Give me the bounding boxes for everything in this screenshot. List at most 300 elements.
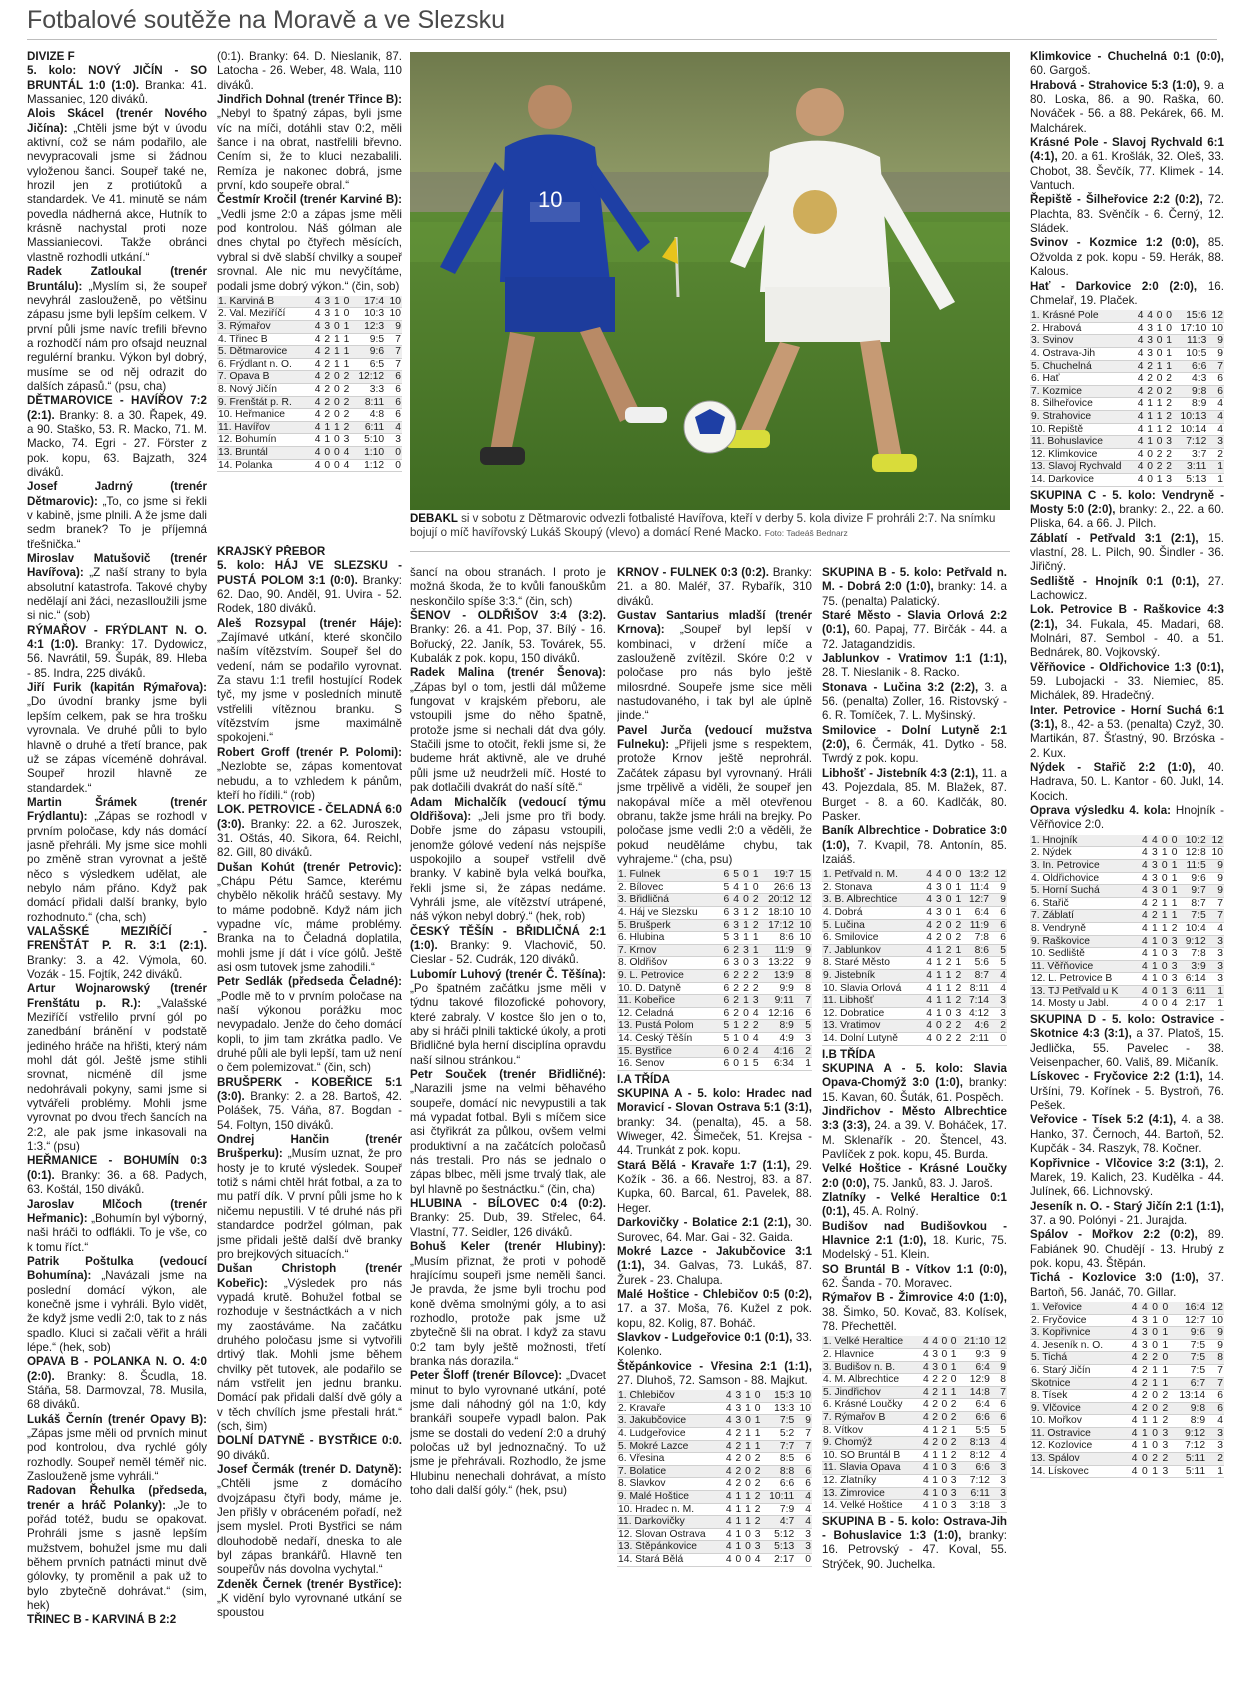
table-cell: 4 bbox=[923, 982, 933, 995]
table-row bbox=[1030, 897, 1224, 910]
paragraph-text: Branky: 21. a 80. Maléř, 37. Rybařík, 310 diváků. bbox=[617, 566, 812, 608]
table-cell: 8:11 bbox=[962, 982, 990, 995]
table-cell: 0 bbox=[1159, 973, 1169, 986]
table-cell: 0 bbox=[1149, 1427, 1159, 1440]
table-row bbox=[1030, 1314, 1224, 1327]
table-cell: 3 bbox=[1144, 335, 1154, 348]
table-cell: 4 bbox=[1128, 1352, 1138, 1365]
table-cell: 0 bbox=[933, 1020, 943, 1033]
table-cell: 3 bbox=[733, 1402, 743, 1415]
paragraph-text: „Zápas byl o tom, jestli dál můžeme fungovat v krajském přeboru, ale vstoupili jsme do něho špatně, protože jsme si nechali dát dva góly. Stačili jsme to otočit, řekli jsme si, že budeme hrát aktivně, ale ve druhé půli jsme už neudrželi míč. Hosté to pak dotlačili dvakrát do naší sítě.“ bbox=[410, 680, 606, 795]
table-cell: 4 bbox=[1139, 897, 1149, 910]
table-row bbox=[617, 1058, 812, 1071]
caption-credit: Foto: Tadeáš Bednarz bbox=[764, 528, 848, 538]
paragraph-heading: 5. kolo: NOVÝ JIČÍN - SO BRUNTÁL 1:0 (1:0). bbox=[27, 64, 207, 92]
standings-table bbox=[217, 296, 402, 472]
team-name: 3. Kopřivnice bbox=[1030, 1327, 1128, 1340]
paragraph-heading: Lok. Petrovice B - Raškovice 4:3 (2:1), bbox=[1030, 603, 1224, 631]
paragraph-text: 24. a 39. V. Boháček, 17. M. Sklenařík - 20. Štencel, 43. Pavlíček z pok. kopu, 45. Burda. bbox=[822, 1119, 1007, 1161]
table-cell: 4 bbox=[312, 333, 322, 346]
table-cell: 0 bbox=[939, 1437, 948, 1450]
team-name: 4. Ostrava-Jih bbox=[1030, 347, 1135, 360]
paragraph-text: 34. Fukala, 45. Madari, 68. Molnári, 87. Sembol - 40. a 51. Bednárek, 80. Vojkovský. bbox=[1030, 617, 1224, 660]
paragraph-heading: Miroslav Matušovič (trenér Havířova): bbox=[27, 552, 207, 580]
table-row bbox=[617, 995, 812, 1008]
table-cell: 6 bbox=[1207, 373, 1224, 386]
table-cell: 4 bbox=[341, 446, 351, 459]
table-row bbox=[617, 869, 812, 881]
article-paragraph bbox=[27, 681, 207, 796]
team-name: 3. B. Albrechtice bbox=[822, 894, 923, 907]
article-paragraph bbox=[1030, 804, 1224, 833]
table-cell: 2 bbox=[1149, 1453, 1159, 1466]
article-column-2-krajsky-prebor bbox=[217, 545, 402, 1700]
table-cell: 4 bbox=[1139, 998, 1149, 1011]
table-cell: 7 bbox=[795, 1428, 812, 1441]
table-row bbox=[822, 1437, 1007, 1450]
table-cell: 6 bbox=[991, 1411, 1007, 1424]
table-row bbox=[617, 1478, 812, 1491]
table-cell: 2 bbox=[933, 932, 943, 945]
team-name: 9. Chomýž bbox=[822, 1437, 920, 1450]
table-cell: 1 bbox=[948, 1349, 957, 1362]
table-cell: 1 bbox=[742, 1390, 752, 1402]
table-cell: 2 bbox=[750, 982, 760, 995]
article-paragraph bbox=[217, 93, 402, 193]
table-cell: 1 bbox=[930, 1424, 939, 1437]
table-cell: 9 bbox=[1207, 335, 1224, 348]
team-name: 13. Štěpánkovice bbox=[617, 1541, 723, 1554]
table-cell: 4 bbox=[1207, 398, 1224, 411]
paragraph-text: 37. Bartoň, 56. Janáč, 70. Gillar. bbox=[1030, 1271, 1224, 1299]
paragraph-text: Branky: 8. Šcudla, 18. Stáňa, 58. Darmovzal, 78. Musila, 68 diváků. bbox=[27, 1369, 207, 1412]
table-cell: 4 bbox=[920, 1487, 929, 1500]
team-name: 11. Věřňovice bbox=[1030, 960, 1139, 973]
table-cell: 0 bbox=[1144, 461, 1154, 474]
table-cell: 10:5 bbox=[1173, 347, 1207, 360]
table-cell: 3 bbox=[991, 1462, 1007, 1475]
table-cell: 0 bbox=[750, 881, 760, 894]
table-cell: 2 bbox=[730, 1007, 740, 1020]
table-cell: 4 bbox=[1139, 847, 1149, 860]
table-cell: 2 bbox=[1164, 398, 1174, 411]
article-paragraph bbox=[410, 609, 606, 666]
paragraph-heading: Robert Groff (trenér P. Polomi): bbox=[217, 745, 402, 759]
table-cell: 4 bbox=[1135, 448, 1145, 461]
table-cell: 3 bbox=[1207, 960, 1224, 973]
paragraph-heading: Lubomír Luhový (trenér Č. Těšína): bbox=[410, 967, 606, 981]
team-name: 3. Břidličná bbox=[617, 894, 720, 907]
table-row bbox=[1030, 872, 1224, 885]
paragraph-text: 62. Šanda - 70. Moravec. bbox=[822, 1277, 953, 1291]
table-cell: 1 bbox=[331, 333, 341, 346]
table-cell: 2 bbox=[795, 1045, 812, 1058]
table-cell: 3 bbox=[930, 1349, 939, 1362]
table-cell: 4 bbox=[1135, 436, 1145, 449]
table-row bbox=[617, 1045, 812, 1058]
table-cell: 12:12 bbox=[350, 371, 385, 384]
table-cell: 5:11 bbox=[1169, 1465, 1206, 1478]
table-cell: 4 bbox=[1135, 310, 1145, 322]
team-name: 13. Bruntál bbox=[217, 446, 312, 459]
team-name: 11. Havířov bbox=[217, 421, 312, 434]
table-cell: 1 bbox=[948, 1386, 957, 1399]
table-cell: 1 bbox=[1154, 473, 1164, 486]
table-cell: 4 bbox=[723, 1415, 733, 1428]
table-row bbox=[617, 881, 812, 894]
team-name: 9. Jistebník bbox=[822, 969, 923, 982]
table-cell: 2 bbox=[1169, 922, 1179, 935]
table-cell: 3 bbox=[933, 881, 943, 894]
team-name: 10. Sedliště bbox=[1030, 948, 1139, 961]
article-paragraph bbox=[217, 1076, 402, 1133]
article-paragraph bbox=[217, 193, 402, 293]
table-cell: 6 bbox=[991, 1399, 1007, 1412]
table-cell: 6 bbox=[795, 1007, 812, 1020]
table-cell: 4 bbox=[923, 969, 933, 982]
table-cell: 2 bbox=[733, 1465, 743, 1478]
article-paragraph bbox=[27, 107, 207, 265]
paragraph-heading: KRAJSKÝ PŘEBOR bbox=[217, 545, 326, 558]
article-paragraph bbox=[27, 1613, 207, 1627]
table-cell: 2 bbox=[1139, 1402, 1149, 1415]
paragraph-text: „Chtěli jsme z domácího dvojzápasu čtyři body, máme je. Jen přišly v obráceném pořadí, než jsem myslel. Proti Bystřici se nám dlouhodobě nedaří, dneska to ale byl zápas brankářů. Hlavně ten soupeřův nás dovolna vychytal.“ bbox=[217, 1477, 402, 1577]
article-column-6 bbox=[1030, 50, 1224, 1700]
team-name: 4. M. Albrechtice bbox=[822, 1374, 920, 1387]
table-row bbox=[617, 1541, 812, 1554]
table-row bbox=[822, 1500, 1007, 1513]
table-cell: 9 bbox=[795, 957, 812, 970]
paragraph-heading: 5. kolo: HÁJ VE SLEZSKU - PUSTÁ POLOM 3:1 (0:0). bbox=[217, 559, 402, 587]
table-cell: 4:8 bbox=[350, 409, 385, 422]
table-cell: 6 bbox=[720, 982, 730, 995]
table-cell: 1 bbox=[331, 308, 341, 321]
team-name: 8. Vendryně bbox=[1030, 922, 1139, 935]
article-paragraph bbox=[822, 1263, 1007, 1292]
team-name: 6. Vřesina bbox=[617, 1453, 723, 1466]
team-name: 8. Staré Město bbox=[822, 957, 923, 970]
article-paragraph bbox=[617, 1073, 812, 1087]
table-cell: 4 bbox=[933, 869, 943, 881]
team-name: 14. Dolní Lutyně bbox=[822, 1032, 923, 1045]
table-cell: 8:6 bbox=[760, 932, 795, 945]
table-cell: 3 bbox=[750, 957, 760, 970]
article-paragraph bbox=[27, 265, 207, 394]
table-cell: 7 bbox=[385, 346, 402, 359]
table-cell: 15:6 bbox=[1173, 310, 1207, 322]
article-paragraph bbox=[27, 1413, 207, 1485]
team-name: 1. Krásné Pole bbox=[1030, 310, 1135, 322]
table-cell: 9 bbox=[1206, 1339, 1224, 1352]
article-paragraph bbox=[27, 982, 207, 1154]
table-cell: 7:12 bbox=[958, 1474, 991, 1487]
table-row bbox=[1030, 885, 1224, 898]
table-cell: 1 bbox=[752, 1428, 762, 1441]
table-cell: 4 bbox=[1128, 1415, 1138, 1428]
table-row bbox=[1030, 835, 1224, 847]
article-paragraph bbox=[410, 566, 606, 609]
team-name: 6. Starý Jičín bbox=[1030, 1364, 1128, 1377]
table-cell: 2 bbox=[1164, 410, 1174, 423]
table-cell: 4 bbox=[1135, 398, 1145, 411]
table-row bbox=[617, 1020, 812, 1033]
table-row bbox=[1030, 398, 1224, 411]
table-cell: 7 bbox=[1206, 1364, 1224, 1377]
table-cell: 4 bbox=[312, 371, 322, 384]
table-cell: 1 bbox=[933, 957, 943, 970]
table-cell: 7 bbox=[1207, 897, 1224, 910]
table-cell: 4 bbox=[312, 409, 322, 422]
table-cell: 6 bbox=[720, 894, 730, 907]
table-cell: 0 bbox=[939, 1500, 948, 1513]
table-cell: 3 bbox=[948, 1500, 957, 1513]
article-paragraph bbox=[1030, 1113, 1224, 1156]
paragraph-heading: SKUPINA C - 5. kolo: Vendryně - Mosty 5:0 (2:0), bbox=[1030, 488, 1224, 516]
paragraph-text: 90 diváků. bbox=[217, 1448, 270, 1462]
table-row bbox=[1030, 922, 1224, 935]
article-paragraph bbox=[1030, 236, 1224, 279]
table-row bbox=[1030, 973, 1224, 986]
table-cell: 0 bbox=[341, 308, 351, 321]
table-cell: 4 bbox=[1135, 347, 1145, 360]
table-cell: 4 bbox=[1128, 1453, 1138, 1466]
table-cell: 4 bbox=[1135, 360, 1145, 373]
article-paragraph bbox=[822, 1048, 1007, 1062]
table-cell: 1 bbox=[1169, 872, 1179, 885]
paragraph-text: 9. a 80. Loska, 86. a 90. Raška, 60. Nováček - 56. a 88. Pekárek, 66. M. Malchárek. bbox=[1030, 78, 1224, 135]
table-cell: 13:9 bbox=[760, 969, 795, 982]
table-cell: 2 bbox=[1159, 1390, 1169, 1403]
table-cell: 1:10 bbox=[350, 446, 385, 459]
table-cell: 4 bbox=[990, 982, 1007, 995]
table-cell: 0 bbox=[1149, 1339, 1159, 1352]
table-row bbox=[822, 1399, 1007, 1412]
table-cell: 2 bbox=[1139, 1364, 1149, 1377]
paragraph-text: „Chápu Pétu Samce, kterému chybělo několik hráčů sestavy. My to máme podobně. Když nám jich vypadne víc, máme problémy. Branka na to Čeladná doplatila, mohli jsme jí dát i více gólů. Ještě asi osm tutovek jsme zahodili.“ bbox=[217, 874, 402, 974]
article-paragraph bbox=[822, 1162, 1007, 1191]
table-cell: 4 bbox=[723, 1528, 733, 1541]
article-paragraph bbox=[1030, 532, 1224, 575]
table-row bbox=[617, 1032, 812, 1045]
table-cell: 4 bbox=[730, 881, 740, 894]
table-cell: 6:6 bbox=[958, 1462, 991, 1475]
paragraph-heading: Josef Čermák (trenér D. Datyně): bbox=[217, 1463, 402, 1476]
table-cell: 4:16 bbox=[760, 1045, 795, 1058]
article-paragraph bbox=[822, 1220, 1007, 1263]
standings-table bbox=[1030, 1302, 1224, 1478]
table-cell: 6 bbox=[795, 1453, 812, 1466]
team-name: 7. Rýmařov B bbox=[822, 1411, 920, 1424]
table-cell: 3 bbox=[730, 919, 740, 932]
table-cell: 6 bbox=[385, 384, 402, 397]
paragraph-heading: Josef Jadrný (trenér Dětmarovic): bbox=[27, 480, 207, 508]
table-cell: 7 bbox=[1207, 360, 1224, 373]
table-cell: 0 bbox=[943, 1007, 953, 1020]
table-row bbox=[617, 1415, 812, 1428]
table-cell: 9:11 bbox=[760, 995, 795, 1008]
table-cell: 3 bbox=[1206, 1427, 1224, 1440]
team-name: 6. Hať bbox=[1030, 373, 1135, 386]
table-cell: 7 bbox=[1206, 1377, 1224, 1390]
paragraph-heading: SKUPINA D - 5. kolo: Ostravice - Skotnice 4:3 (3:1), bbox=[1030, 1013, 1224, 1041]
team-name: 1. Hnojník bbox=[1030, 835, 1139, 847]
table-row bbox=[822, 1349, 1007, 1362]
table-cell: 1 bbox=[1159, 910, 1169, 923]
table-row bbox=[1030, 1364, 1224, 1377]
table-cell: 0 bbox=[953, 869, 963, 881]
table-cell: 7 bbox=[385, 358, 402, 371]
table-cell: 9:12 bbox=[1179, 935, 1207, 948]
table-cell: 8:13 bbox=[958, 1437, 991, 1450]
table-cell: 3 bbox=[321, 321, 331, 334]
team-name: 11. Slavia Opava bbox=[822, 1462, 920, 1475]
article-column-4 bbox=[617, 566, 812, 1700]
table-row bbox=[822, 869, 1007, 881]
table-cell: 0 bbox=[730, 1045, 740, 1058]
table-cell: 7:8 bbox=[1179, 948, 1207, 961]
team-name: 9. Raškovice bbox=[1030, 935, 1139, 948]
paragraph-heading: Gustav Santarius mladší (trenér Krnova): bbox=[617, 609, 812, 637]
article-paragraph bbox=[410, 796, 606, 925]
team-name: 7. Opava B bbox=[217, 371, 312, 384]
paragraph-text: 8., 42- a 53. (penalta) Czyž, 30. Martikán, 87. Šťastný, 90. Brzóska - 2. Kux. bbox=[1030, 718, 1224, 760]
table-row bbox=[822, 1386, 1007, 1399]
paragraph-heading: Hrabová - Strahovice 5:3 (1:0), bbox=[1030, 78, 1200, 92]
table-row bbox=[1030, 347, 1224, 360]
team-name: 1. Veřovice bbox=[1030, 1302, 1128, 1314]
paragraph-text: branky: 16. Petrovský - 47. Koval, 55. Strýček, 90. Juchelka. bbox=[822, 1529, 1007, 1571]
table-cell: 12:8 bbox=[1179, 847, 1207, 860]
table-cell: 3 bbox=[1169, 960, 1179, 973]
table-cell: 1 bbox=[341, 346, 351, 359]
table-row bbox=[1030, 1339, 1224, 1352]
paragraph-heading: Dušan Kohút (trenér Petrovic): bbox=[217, 860, 402, 874]
table-cell: 2 bbox=[953, 982, 963, 995]
table-cell: 6 bbox=[1206, 1390, 1224, 1403]
article-paragraph bbox=[617, 1360, 812, 1389]
table-cell: 4 bbox=[923, 1007, 933, 1020]
table-cell: 4 bbox=[1135, 335, 1145, 348]
table-cell: 0 bbox=[331, 371, 341, 384]
paragraph-heading: Lískovec - Fryčovice 2:2 (1:1), bbox=[1030, 1070, 1203, 1084]
table-cell: 3 bbox=[1207, 935, 1224, 948]
table-cell: 1 bbox=[1207, 461, 1224, 474]
article-paragraph bbox=[410, 1068, 606, 1197]
paragraph-heading: Štěpánkovice - Vřesina 2:1 (1:1), bbox=[617, 1359, 812, 1373]
table-cell: 1 bbox=[750, 869, 760, 881]
table-cell: 6:4 bbox=[958, 1361, 991, 1374]
paragraph-heading: SKUPINA B - 5. kolo: Petřvald n. M. - Dobrá 2:0 (1:0), bbox=[822, 566, 1007, 594]
table-cell: 12:3 bbox=[350, 321, 385, 334]
table-row bbox=[617, 969, 812, 982]
team-name: 5. Horní Suchá bbox=[1030, 885, 1139, 898]
table-cell: 2 bbox=[1159, 1402, 1169, 1415]
table-cell: 0 bbox=[1154, 373, 1164, 386]
table-cell: 0 bbox=[948, 1374, 957, 1387]
table-row bbox=[617, 932, 812, 945]
table-cell: 2:17 bbox=[1179, 998, 1207, 1011]
table-cell: 5 bbox=[990, 944, 1007, 957]
team-name: 5. Lučina bbox=[822, 919, 923, 932]
table-cell: 1 bbox=[943, 969, 953, 982]
table-cell: 3 bbox=[991, 1487, 1007, 1500]
table-cell: 0 bbox=[990, 1032, 1007, 1045]
table-cell: 1 bbox=[1159, 1377, 1169, 1390]
table-cell: 12 bbox=[1207, 835, 1224, 847]
table-cell: 9:9 bbox=[760, 982, 795, 995]
paragraph-heading: Věřňovice - Oldřichovice 1:3 (0:1), bbox=[1030, 660, 1224, 674]
table-cell: 3 bbox=[1139, 1339, 1149, 1352]
table-cell: 4 bbox=[923, 894, 933, 907]
paragraph-heading: Aleš Rozsypal (trenér Háje): bbox=[217, 616, 402, 630]
table-cell: 12 bbox=[1207, 310, 1224, 322]
table-cell: 6 bbox=[720, 1058, 730, 1071]
table-row bbox=[1030, 910, 1224, 923]
table-cell: 4 bbox=[1207, 410, 1224, 423]
team-name: 1. Velké Heraltice bbox=[822, 1336, 920, 1348]
table-cell: 2 bbox=[1164, 423, 1174, 436]
paragraph-text: Branky: 17. Dydowicz, 56. Navrátil, 59. Šupák, 89. Hleba - 85. Indra, 225 diváků. bbox=[27, 638, 207, 680]
article-paragraph bbox=[27, 796, 207, 925]
table-cell: 4 bbox=[920, 1411, 929, 1424]
team-name: 1. Chlebičov bbox=[617, 1390, 723, 1402]
paragraph-text: „Výsledek pro nás vypadá krutě. Bohužel fotbal se rozhoduje v šestnáctkách a v nich my zaostáváme. Na začátku druhého poločasu jsme si vytvořili drtivý tlak. Mohli jsme během chvilky pět tutovek, ale podařilo se nám vstřelit jen jednu branku. Domácí pak přidali další dvě góly a v těch chvílích jsme přestali hrát.“ (sch, šim) bbox=[217, 1276, 402, 1433]
table-cell: 4 bbox=[920, 1349, 929, 1362]
table-cell: 1 bbox=[943, 982, 953, 995]
team-name: 3. Jakubčovice bbox=[617, 1415, 723, 1428]
table-cell: 4 bbox=[723, 1554, 733, 1567]
team-name: 6. Stařič bbox=[1030, 897, 1139, 910]
table-cell: 6 bbox=[720, 1045, 730, 1058]
table-cell: 0 bbox=[1149, 1327, 1159, 1340]
table-cell: 0 bbox=[1159, 960, 1169, 973]
table-cell: 4 bbox=[312, 308, 322, 321]
table-cell: 3 bbox=[1149, 859, 1159, 872]
table-cell: 4:9 bbox=[760, 1032, 795, 1045]
page-title: Fotbalové soutěže na Moravě a ve Slezsku bbox=[27, 6, 1217, 40]
table-cell: 0 bbox=[1159, 998, 1169, 1011]
team-name: 2. Hlavnice bbox=[822, 1349, 920, 1362]
table-cell: 0 bbox=[385, 459, 402, 472]
table-cell: 3 bbox=[1169, 935, 1179, 948]
table-cell: 1 bbox=[1207, 998, 1224, 1011]
paragraph-heading: Radovan Řehulka (předseda, trenér a hráč Polanky): bbox=[27, 1484, 207, 1512]
standings-table bbox=[617, 869, 812, 1071]
table-cell: 1 bbox=[1154, 322, 1164, 335]
article-paragraph bbox=[27, 1255, 207, 1355]
table-row bbox=[617, 894, 812, 907]
table-cell: 4 bbox=[723, 1465, 733, 1478]
table-cell: 1 bbox=[733, 1491, 743, 1504]
table-cell: 6:4 bbox=[958, 1399, 991, 1412]
article-paragraph bbox=[617, 1331, 812, 1360]
team-name: 2. Bílovec bbox=[617, 881, 720, 894]
table-row bbox=[217, 459, 402, 472]
table-cell: 5 bbox=[730, 869, 740, 881]
table-cell: 3 bbox=[1144, 322, 1154, 335]
table-cell: 3 bbox=[1207, 948, 1224, 961]
paragraph-text: 33. Kolenko. bbox=[617, 1330, 812, 1359]
table-cell: 0 bbox=[939, 1399, 948, 1412]
table-cell: 11:4 bbox=[962, 881, 990, 894]
article-paragraph bbox=[27, 50, 207, 64]
table-cell: 10 bbox=[795, 919, 812, 932]
table-cell: 1 bbox=[1164, 347, 1174, 360]
table-cell: 3 bbox=[1139, 1327, 1149, 1340]
table-cell: 9 bbox=[385, 321, 402, 334]
table-row bbox=[1030, 1453, 1224, 1466]
article-paragraph bbox=[27, 480, 207, 552]
